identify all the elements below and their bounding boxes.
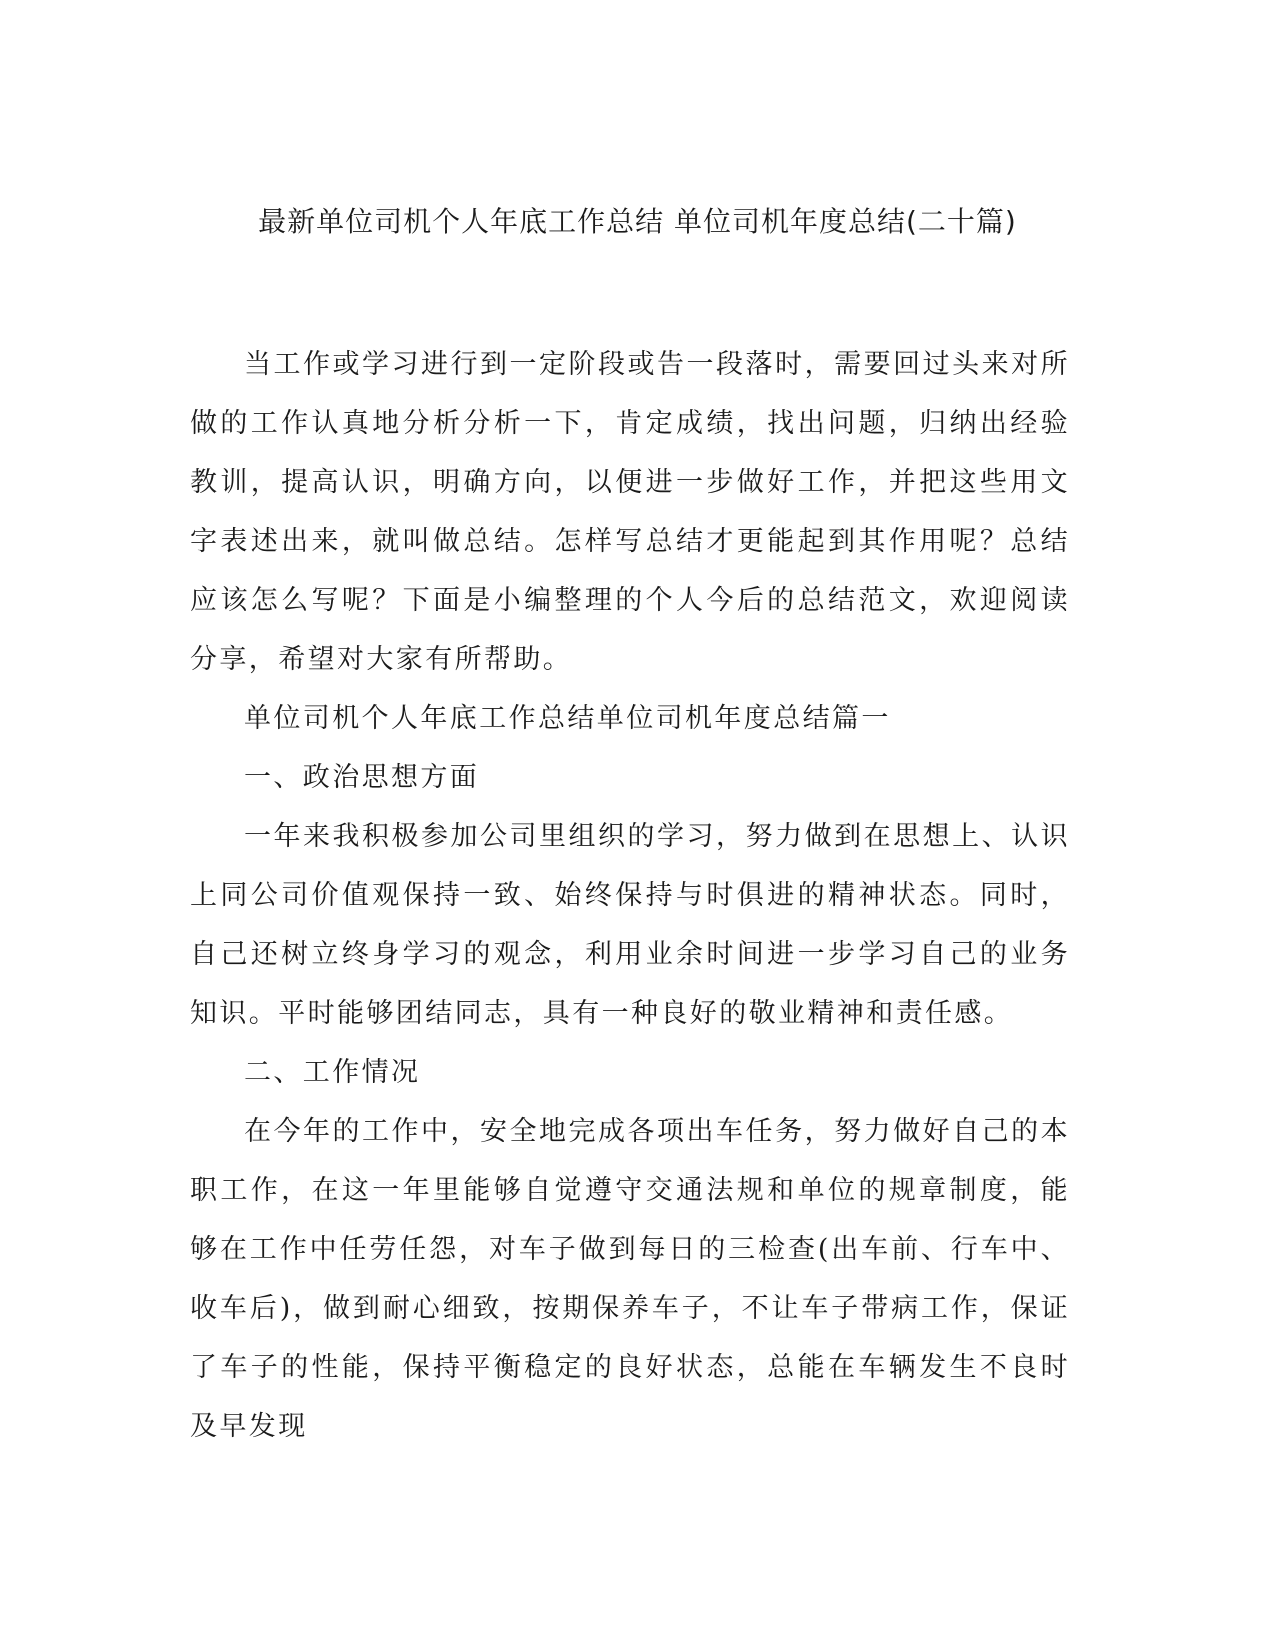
political-thought-paragraph: 一年来我积极参加公司里组织的学习，努力做到在思想上、认识上同公司价值观保持一致、始终保持与时俱进的精神状态。同时，自己还树立终身学习的观念，利用业余时间进一步学习自己的业务知识。平时能够团结同志，具有一种良好的敬业精神和责任感。 (190, 821, 1070, 1029)
intro-paragraph: 当工作或学习进行到一定阶段或告一段落时，需要回过头来对所做的工作认真地分析分析一下，肯定成绩，找出问题，归纳出经验教训，提高认识，明确方向，以便进一步做好工作，并把这些用文字表述出来，就叫做总结。怎样写总结才更能起到其作用呢？总结应该怎么写呢？下面是小编整理的个人今后的总结范文，欢迎阅读分享，希望对大家有所帮助。 (190, 349, 1070, 675)
work-situation-paragraph: 在今年的工作中，安全地完成各项出车任务，努力做好自己的本职工作，在这一年里能够自觉遵守交通法规和单位的规章制度，能够在工作中任劳任怨，对车子做到每日的三检查(出车前、行车中、收车后)，做到耐心细致，按期保养车子，不让车子带病工作，保证了车子的性能，保持平衡稳定的良好状态，总能在车辆发生不良时及早发现 (190, 1116, 1070, 1442)
document-body (190, 335, 1070, 1456)
subheading-political-thought: 一、政治思想方面 (244, 762, 480, 793)
document-title: 最新单位司机个人年底工作总结 单位司机年度总结(二十篇) (258, 205, 1017, 238)
section-heading-part-one: 单位司机个人年底工作总结单位司机年度总结篇一 (244, 703, 891, 734)
subheading-work-situation: 二、工作情况 (244, 1057, 421, 1088)
